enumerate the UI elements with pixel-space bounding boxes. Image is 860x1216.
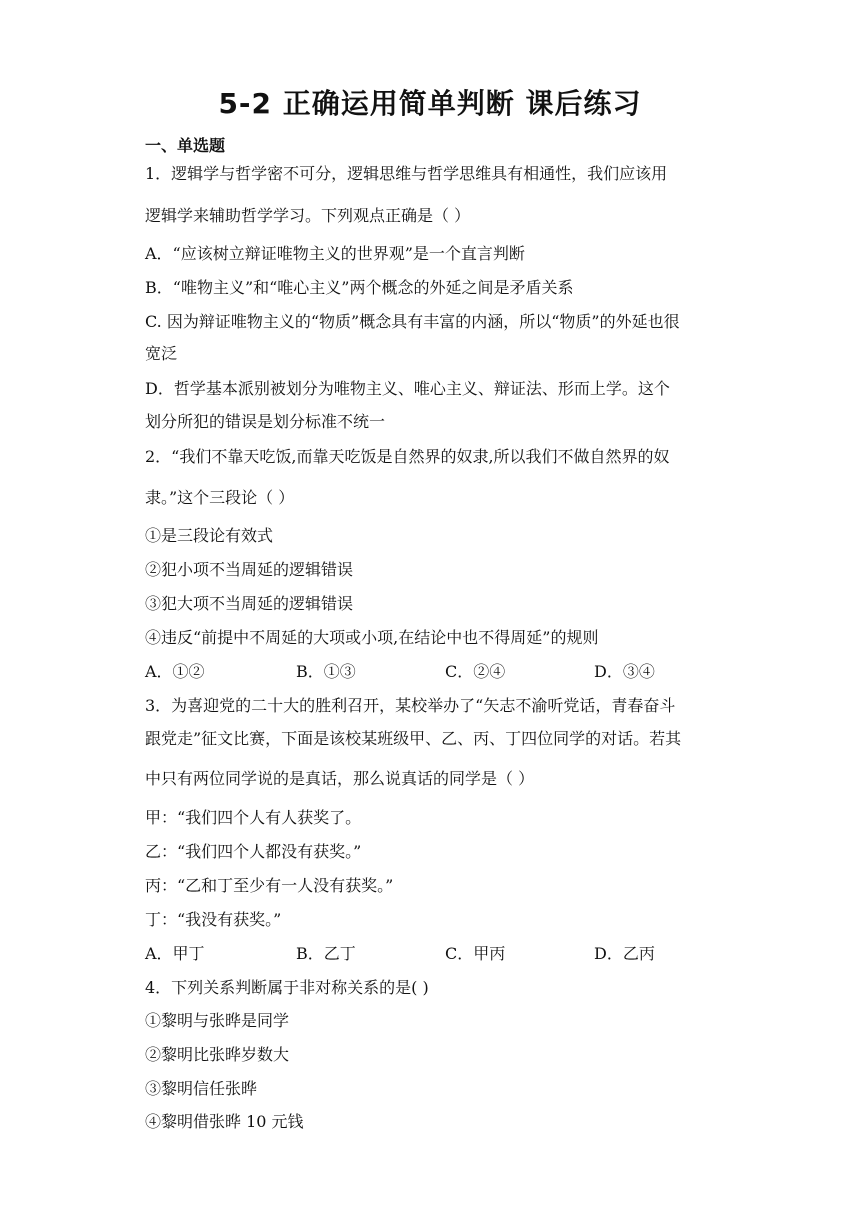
q2-statement-3: ③犯大项不当周延的逻辑错误 <box>145 594 354 613</box>
q2-option-d: D．③④ <box>594 662 655 681</box>
q3-statement-3: 丙：“乙和丁至少有一人没有获奖。” <box>145 876 394 895</box>
q4-statement-4: ④黎明借张晔 10 元钱 <box>145 1112 304 1131</box>
q4-stem: 4．下列关系判断属于非对称关系的是( ) <box>145 978 429 997</box>
q2-option-a: A．①② <box>145 662 205 681</box>
q4-statement-1: ①黎明与张晔是同学 <box>145 1011 290 1030</box>
q3-option-b: B．乙丁 <box>296 944 356 963</box>
q3-statement-2: 乙：“我们四个人都没有获奖。” <box>145 842 362 861</box>
q2-statement-4: ④违反“前提中不周延的大项或小项,在结论中也不得周延”的规则 <box>145 628 599 647</box>
q2-statement-1: ①是三段论有效式 <box>145 526 274 545</box>
q2-stem-line1: 2．“我们不靠天吃饭,而靠天吃饭是自然界的奴隶,所以我们不做自然界的奴 <box>145 447 670 466</box>
q1-option-b: B．“唯物主义”和“唯心主义”两个概念的外延之间是矛盾关系 <box>145 278 574 297</box>
q2-stem-line2: 隶。”这个三段论（ ） <box>145 488 295 507</box>
q1-stem-line2: 逻辑学来辅助哲学学习。下列观点正确是（ ） <box>145 206 471 225</box>
q4-statement-3: ③黎明信任张晔 <box>145 1079 258 1098</box>
q3-option-d: D．乙丙 <box>594 944 655 963</box>
q1-option-c-line1: C. 因为辩证唯物主义的“物质”概念具有丰富的内涵，所以“物质”的外延也很 <box>145 312 680 331</box>
q2-option-c: C．②④ <box>445 662 506 681</box>
q1-option-d-line2: 划分所犯的错误是划分标准不统一 <box>145 412 386 431</box>
q4-statement-2: ②黎明比张晔岁数大 <box>145 1045 290 1064</box>
q3-stem-line1: 3．为喜迎党的二十大的胜利召开，某校举办了“矢志不渝听党话，青春奋斗 <box>145 696 676 715</box>
q3-statement-1: 甲：“我们四个人有人获奖了。 <box>145 808 362 827</box>
q3-option-a: A．甲丁 <box>145 944 205 963</box>
q1-stem-line1: 1．逻辑学与哲学密不可分，逻辑思维与哲学思维具有相通性，我们应该用 <box>145 164 668 183</box>
q3-option-c: C．甲丙 <box>445 944 506 963</box>
q1-option-a: A．“应该树立辩证唯物主义的世界观”是一个直言判断 <box>145 244 525 263</box>
q1-option-c-line2: 宽泛 <box>145 344 178 363</box>
page-title: 5-2 正确运用简单判断 课后练习 <box>218 87 642 120</box>
section-heading: 一、单选题 <box>145 136 226 155</box>
q3-stem-line3: 中只有两位同学说的是真话，那么说真话的同学是（ ） <box>145 769 535 788</box>
q1-option-d-line1: D．哲学基本派别被划分为唯物主义、唯心主义、辩证法、形而上学。这个 <box>145 379 670 398</box>
q2-option-b: B．①③ <box>296 662 356 681</box>
q3-statement-4: 丁：“我没有获奖。” <box>145 910 282 929</box>
q3-stem-line2: 跟党走”征文比赛，下面是该校某班级甲、乙、丙、丁四位同学的对话。若其 <box>145 729 682 748</box>
q2-statement-2: ②犯小项不当周延的逻辑错误 <box>145 560 354 579</box>
